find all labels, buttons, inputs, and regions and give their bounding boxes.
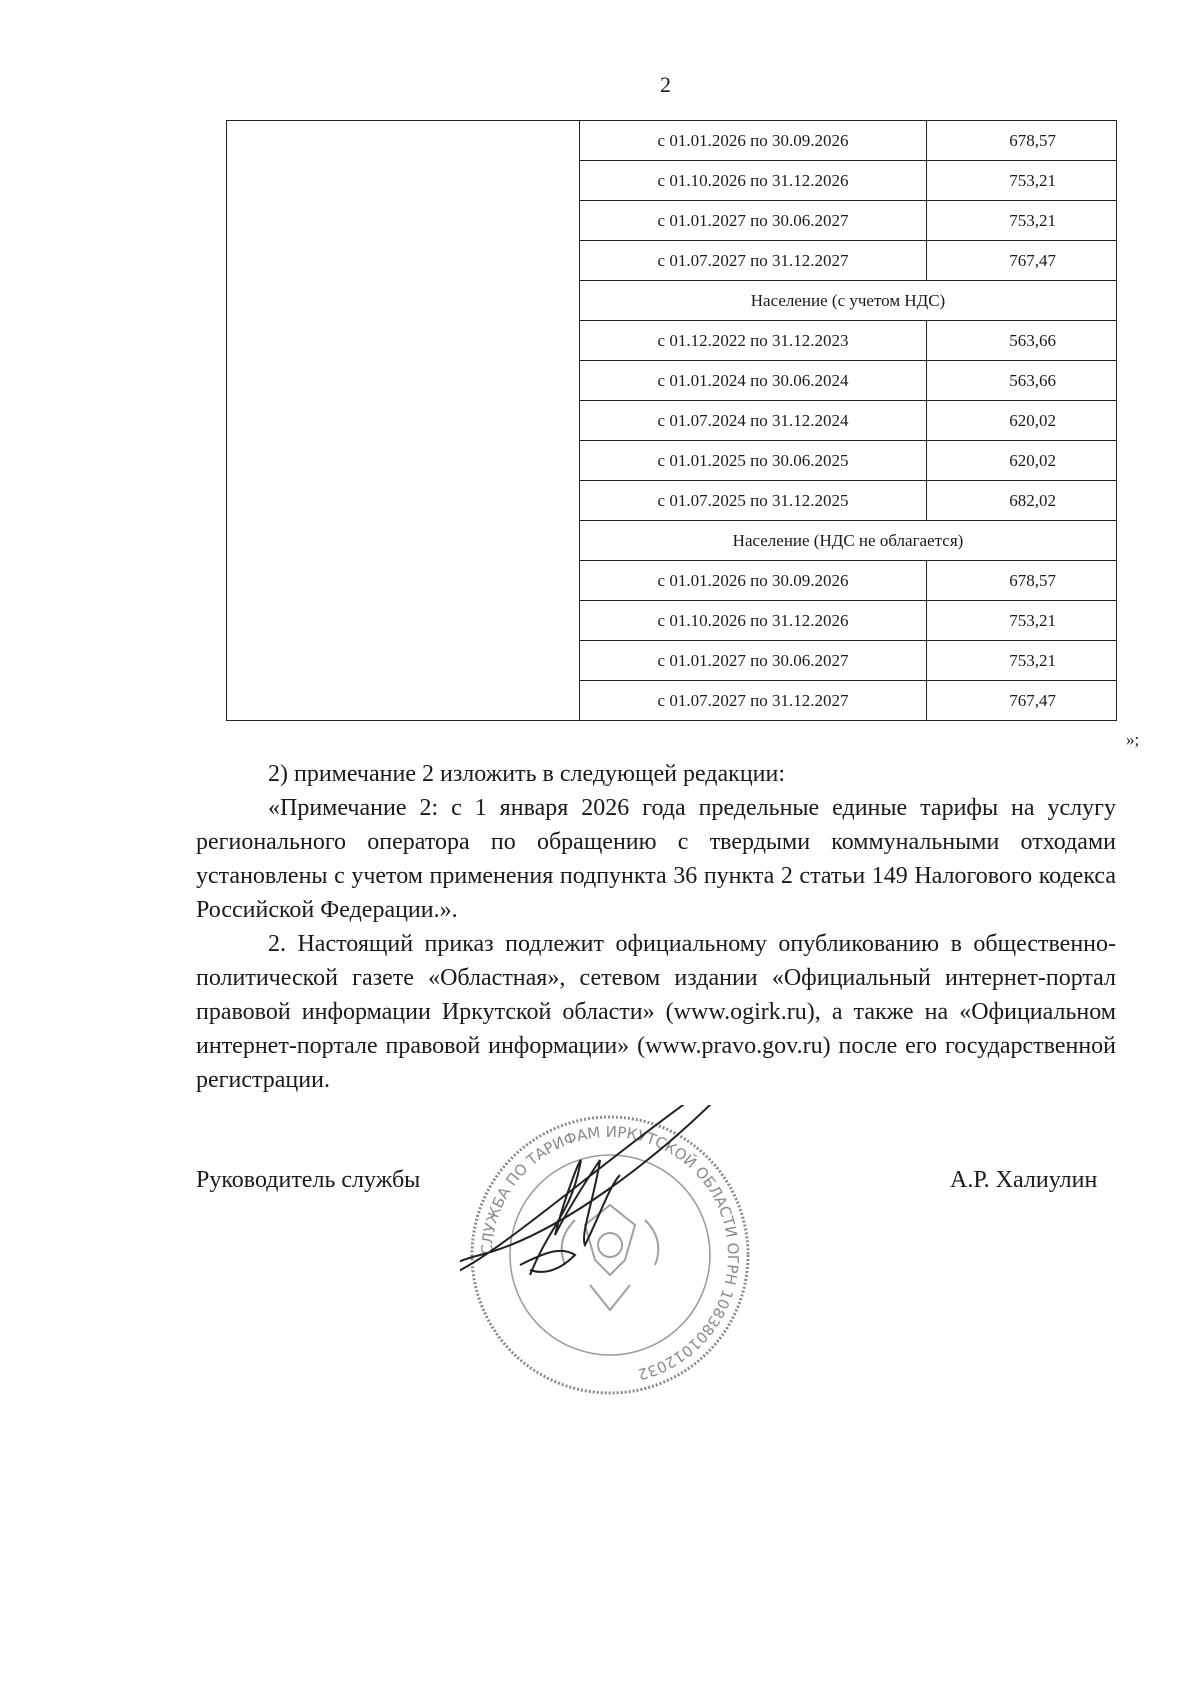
period-cell: с 01.01.2027 по 30.06.2027 — [580, 201, 927, 241]
period-cell: с 01.01.2027 по 30.06.2027 — [580, 641, 927, 681]
official-stamp — [460, 1105, 760, 1405]
period-cell: с 01.10.2026 по 31.12.2026 — [580, 161, 927, 201]
tariff-value-cell: 620,02 — [927, 441, 1117, 481]
group-label-cell: Население (НДС не облагается) — [580, 521, 1117, 561]
period-cell: с 01.07.2025 по 31.12.2025 — [580, 481, 927, 521]
paragraph-amendment-intro: 2) примечание 2 изложить в следующей редакции: — [268, 761, 786, 787]
period-cell: с 01.01.2024 по 30.06.2024 — [580, 361, 927, 401]
tariff-value-cell: 682,02 — [927, 481, 1117, 521]
coat-of-arms-icon — [562, 1205, 659, 1310]
tariff-value-cell: 767,47 — [927, 241, 1117, 281]
tariff-value-cell: 753,21 — [927, 201, 1117, 241]
paragraph-publication: 2. Настоящий приказ подлежит официальному опубликованию в общественно-политической газете «Областная», сетевом издании «Официальный интернет-портал правовой информации Иркутской области» (www.ogirk.ru), а также на «Официальном интернет-портале правовой информации» (www.pravo.gov.ru) после его государственной регистрации. — [196, 931, 1116, 1093]
period-cell: с 01.10.2026 по 31.12.2026 — [580, 601, 927, 641]
period-cell: с 01.01.2026 по 30.09.2026 — [580, 561, 927, 601]
stamp-ring-text: СЛУЖБА ПО ТАРИФАМ ИРКУТСКОЙ ОБЛАСТИ ОГРН 1083801012032 — [477, 1122, 743, 1384]
period-cell: с 01.07.2027 по 31.12.2027 — [580, 241, 927, 281]
tariff-value-cell: 753,21 — [927, 641, 1117, 681]
tariff-value-cell: 753,21 — [927, 601, 1117, 641]
table-closing-mark: »; — [1126, 730, 1140, 749]
tariff-value-cell: 563,66 — [927, 361, 1117, 401]
group-label-cell: Население (с учетом НДС) — [580, 281, 1117, 321]
period-cell: с 01.07.2024 по 31.12.2024 — [580, 401, 927, 441]
blank-category-cell — [227, 121, 580, 721]
tariff-value-cell: 563,66 — [927, 321, 1117, 361]
period-cell: с 01.07.2027 по 31.12.2027 — [580, 681, 927, 721]
tariff-value-cell: 678,57 — [927, 561, 1117, 601]
period-cell: с 01.12.2022 по 31.12.2023 — [580, 321, 927, 361]
period-cell: с 01.01.2025 по 30.06.2025 — [580, 441, 927, 481]
tariff-value-cell: 767,47 — [927, 681, 1117, 721]
tariff-value-cell: 753,21 — [927, 161, 1117, 201]
tariff-value-cell: 620,02 — [927, 401, 1117, 441]
page-number: 2 — [660, 72, 671, 97]
amendment-text — [196, 757, 1116, 1097]
tariff-table — [226, 120, 1117, 721]
table-row — [227, 121, 1117, 161]
signatory-name: А.Р. Халиулин — [950, 1167, 1098, 1193]
period-cell: с 01.01.2026 по 30.09.2026 — [580, 121, 927, 161]
tariff-value-cell: 678,57 — [927, 121, 1117, 161]
signatory-title: Руководитель службы — [196, 1167, 421, 1193]
paragraph-note-2: «Примечание 2: с 1 января 2026 года предельные единые тарифы на услугу регионального оператора по обращению с твердыми коммунальными отходами установлены с учетом применения подпункта 36 пункта 2 статьи 149 Налогового кодекса Российской Федерации.». — [196, 795, 1116, 923]
